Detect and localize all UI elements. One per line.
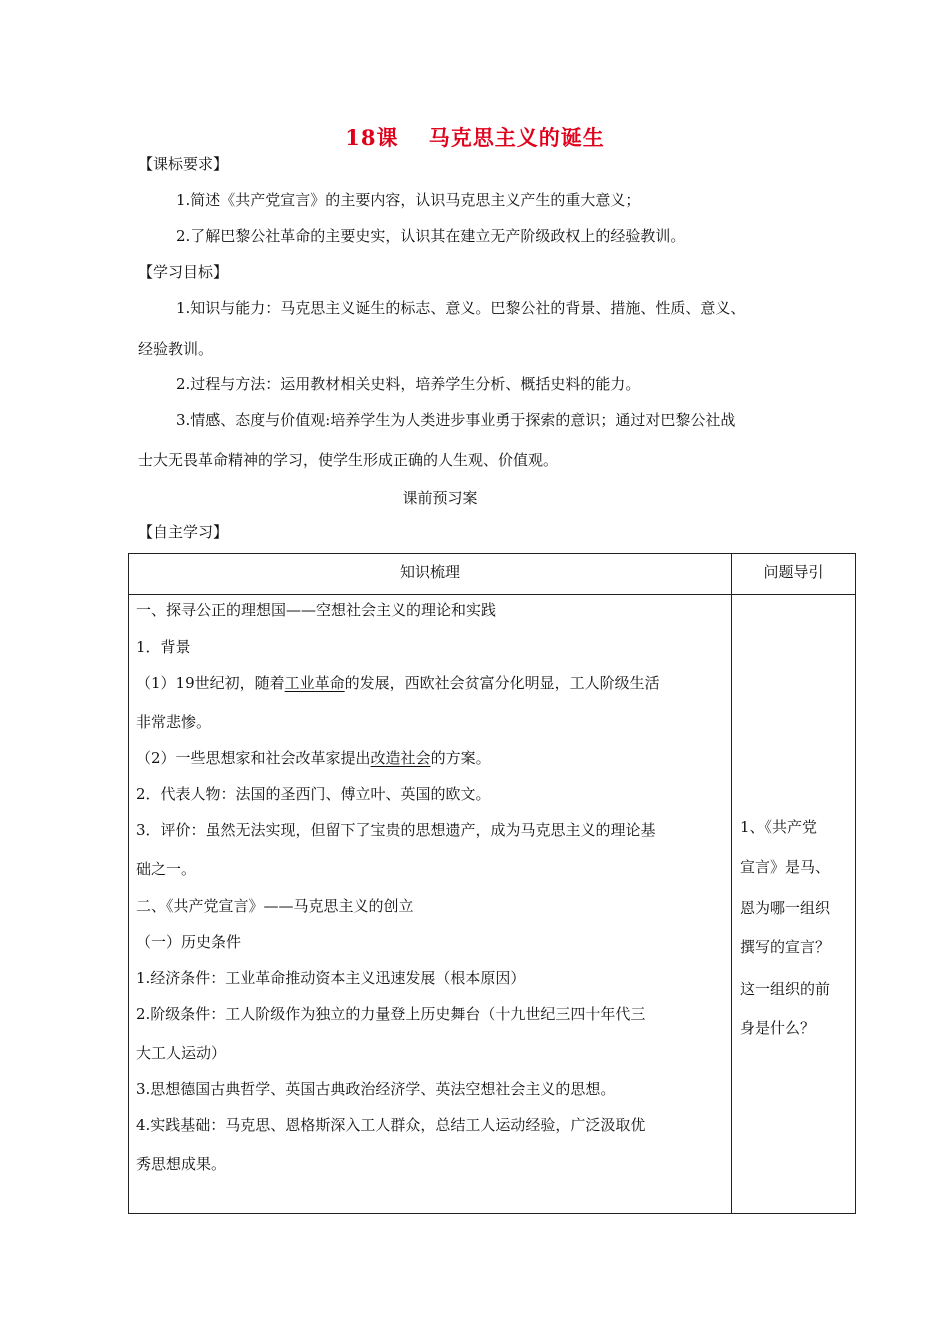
table-header-row	[129, 554, 856, 595]
curriculum-item-1: 1.简述《共产党宣言》的主要内容，认识马克思主义产生的重大意义；	[176, 191, 641, 209]
guide-line: 1、《共产党	[740, 818, 818, 836]
guide-line: 身是什么？	[740, 1019, 816, 1037]
column-header-knowledge: 知识梳理	[129, 554, 732, 595]
knowledge-cell	[129, 595, 732, 1214]
curriculum-item-2: 2.了解巴黎公社革命的主要史实，认识其在建立无产阶级政权上的经验教训。	[176, 227, 686, 245]
knowledge-line: （2）一些思想家和社会改革家提出改造社会的方案。	[136, 749, 491, 767]
knowledge-line: 非常悲惨。	[136, 713, 212, 731]
knowledge-line: 2.阶级条件：工人阶级作为独立的力量登上历史舞台（十九世纪三四十年代三	[136, 1005, 646, 1023]
guide-line: 恩为哪一组织	[740, 899, 831, 917]
guide-line: 撰写的宣言？	[740, 938, 831, 956]
guide-cell	[732, 595, 856, 1214]
column-header-guide: 问题导引	[732, 554, 856, 595]
guide-line: 宣言》是马、	[740, 858, 831, 876]
knowledge-line: 3.思想德国古典哲学、英国古典政治经济学、英法空想社会主义的思想。	[136, 1080, 616, 1098]
preview-label: 课前预习案	[402, 489, 478, 507]
knowledge-line: 2．代表人物：法国的圣西门、傅立叶、英国的欧文。	[136, 785, 491, 803]
goal-1-line-1: 1.知识与能力：马克思主义诞生的标志、意义。巴黎公社的背景、措施、性质、意义、	[176, 299, 746, 317]
knowledge-line: 1．背景	[136, 638, 191, 656]
goal-2: 2.过程与方法：运用教材相关史料，培养学生分析、概括史料的能力。	[176, 375, 641, 393]
knowledge-line: 二、《共产党宣言》——马克思主义的创立	[136, 897, 414, 915]
table-body-row	[129, 595, 856, 1214]
knowledge-line: 础之一。	[136, 860, 197, 878]
lesson-title: 18课 马克思主义的诞生	[345, 125, 605, 150]
goal-3-line-1: 3.情感、态度与价值观:培养学生为人类进步事业勇于探索的意识；通过对巴黎公社战	[176, 411, 736, 429]
knowledge-line: （1）19世纪初，随着工业革命的发展，西欧社会贫富分化明显，工人阶级生活	[136, 674, 660, 692]
goals-heading: 【学习目标】	[138, 263, 229, 281]
guide-line: 这一组织的前	[740, 980, 831, 998]
goal-3-line-2: 士大无畏革命精神的学习，使学生形成正确的人生观、价值观。	[138, 451, 559, 469]
knowledge-line: 4.实践基础：马克思、恩格斯深入工人群众，总结工人运动经验，广泛汲取优	[136, 1116, 646, 1134]
underlined-term: 改造社会	[370, 749, 431, 767]
knowledge-line: 大工人运动）	[136, 1044, 227, 1062]
study-table	[128, 553, 856, 1214]
curriculum-heading: 【课标要求】	[138, 155, 229, 173]
knowledge-line: （一）历史条件	[136, 933, 242, 951]
knowledge-line: 1.经济条件：工业革命推动资本主义迅速发展（根本原因）	[136, 969, 526, 987]
self-study-heading: 【自主学习】	[138, 523, 229, 541]
knowledge-line: 秀思想成果。	[136, 1155, 227, 1173]
goal-1-line-2: 经验教训。	[138, 340, 214, 358]
knowledge-line: 3．评价：虽然无法实现，但留下了宝贵的思想遗产，成为马克思主义的理论基	[136, 821, 656, 839]
knowledge-line: 一、探寻公正的理想国——空想社会主义的理论和实践	[136, 601, 497, 619]
underlined-term: 工业革命	[284, 674, 345, 692]
